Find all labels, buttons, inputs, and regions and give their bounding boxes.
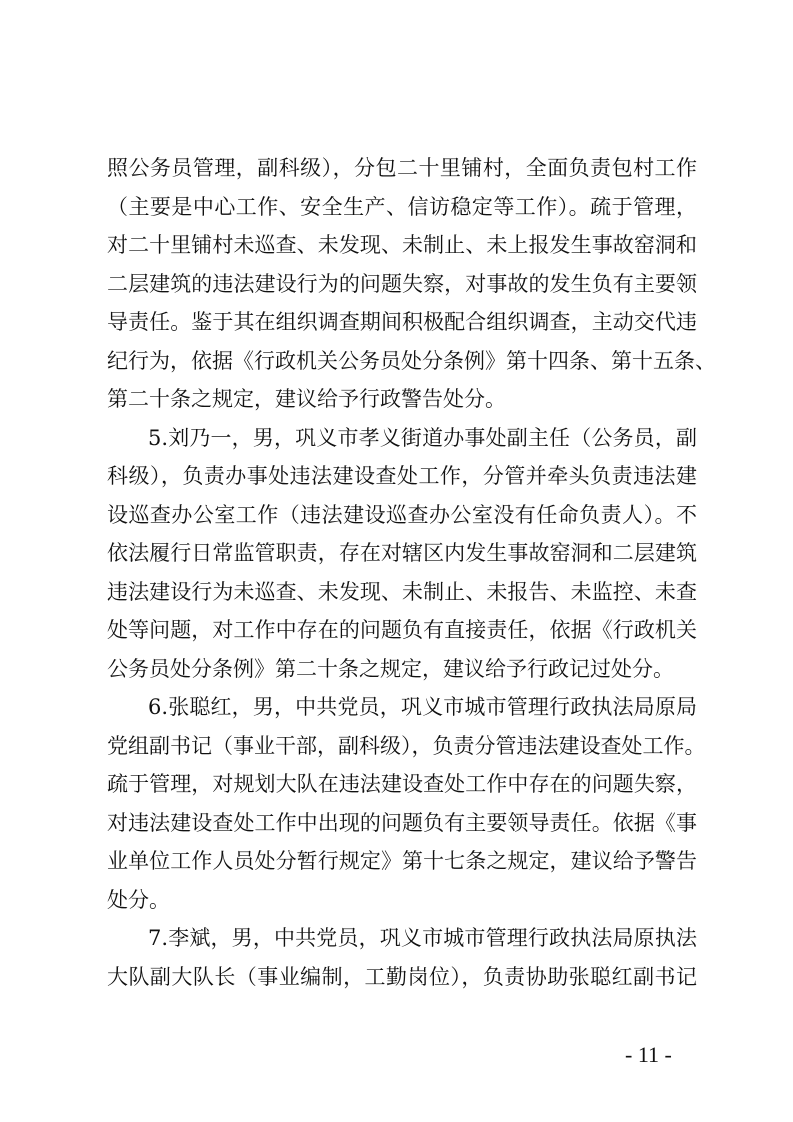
- body-text-line: 导责任。鉴于其在组织调查期间积极配合组织调查，主动交代违: [107, 310, 697, 334]
- body-text-line: 违法建设行为未巡查、未发现、未制止、未报告、未监控、未查: [107, 580, 697, 604]
- paragraph-item-7-start: 7.李斌，男，中共党员，巩义市城市管理行政执法局原执法: [148, 926, 697, 950]
- body-text-line: 处等问题，对工作中存在的问题负有直接责任，依据《行政机关: [107, 618, 697, 642]
- body-text-line: 对违法建设查处工作中出现的问题负有主要领导责任。依据《事: [107, 811, 697, 835]
- body-text-line: 纪行为，依据《行政机关公务员处分条例》第十四条、第十五条、: [107, 349, 716, 373]
- page-number: - 11 -: [625, 1042, 672, 1067]
- body-text-line: 二层建筑的违法建设行为的问题失察，对事故的发生负有主要领: [107, 272, 697, 296]
- body-text-line: 科级），负责办事处违法建设查处工作，分管并牵头负责违法建: [107, 464, 697, 488]
- body-text-line: 设巡查办公室工作（违法建设巡查办公室没有任命负责人）。不: [107, 503, 697, 527]
- body-text-line: 对二十里铺村未巡查、未发现、未制止、未上报发生事故窑洞和: [107, 233, 697, 257]
- paragraph-item-5-start: 5.刘乃一，男，巩义市孝义街道办事处副主任（公务员，副: [148, 426, 697, 450]
- body-text-line: 照公务员管理，副科级），分包二十里铺村，全面负责包村工作: [107, 156, 697, 180]
- body-text-line: 公务员处分条例》第二十条之规定，建议给予行政记过处分。: [107, 657, 674, 681]
- body-text-line: 依法履行日常监管职责，存在对辖区内发生事故窑洞和二层建筑: [107, 541, 697, 565]
- body-text-line: 业单位工作人员处分暂行规定》第十七条之规定，建议给予警告: [107, 849, 697, 873]
- body-text-line: 党组副书记（事业干部，副科级），负责分管违法建设查处工作。: [107, 734, 706, 758]
- body-text-line: （主要是中心工作、安全生产、信访稳定等工作）。疏于管理，: [107, 195, 697, 219]
- body-text-line: 大队副大队长（事业编制，工勤岗位），负责协助张聪红副书记: [107, 965, 697, 989]
- body-text-line: 第二十条之规定，建议给予行政警告处分。: [107, 387, 506, 411]
- body-text-line: 处分。: [107, 888, 170, 912]
- body-text-line: 疏于管理，对规划大队在违法建设查处工作中存在的问题失察，: [107, 772, 697, 796]
- paragraph-item-6-start: 6.张聪红，男，中共党员，巩义市城市管理行政执法局原局: [148, 695, 697, 719]
